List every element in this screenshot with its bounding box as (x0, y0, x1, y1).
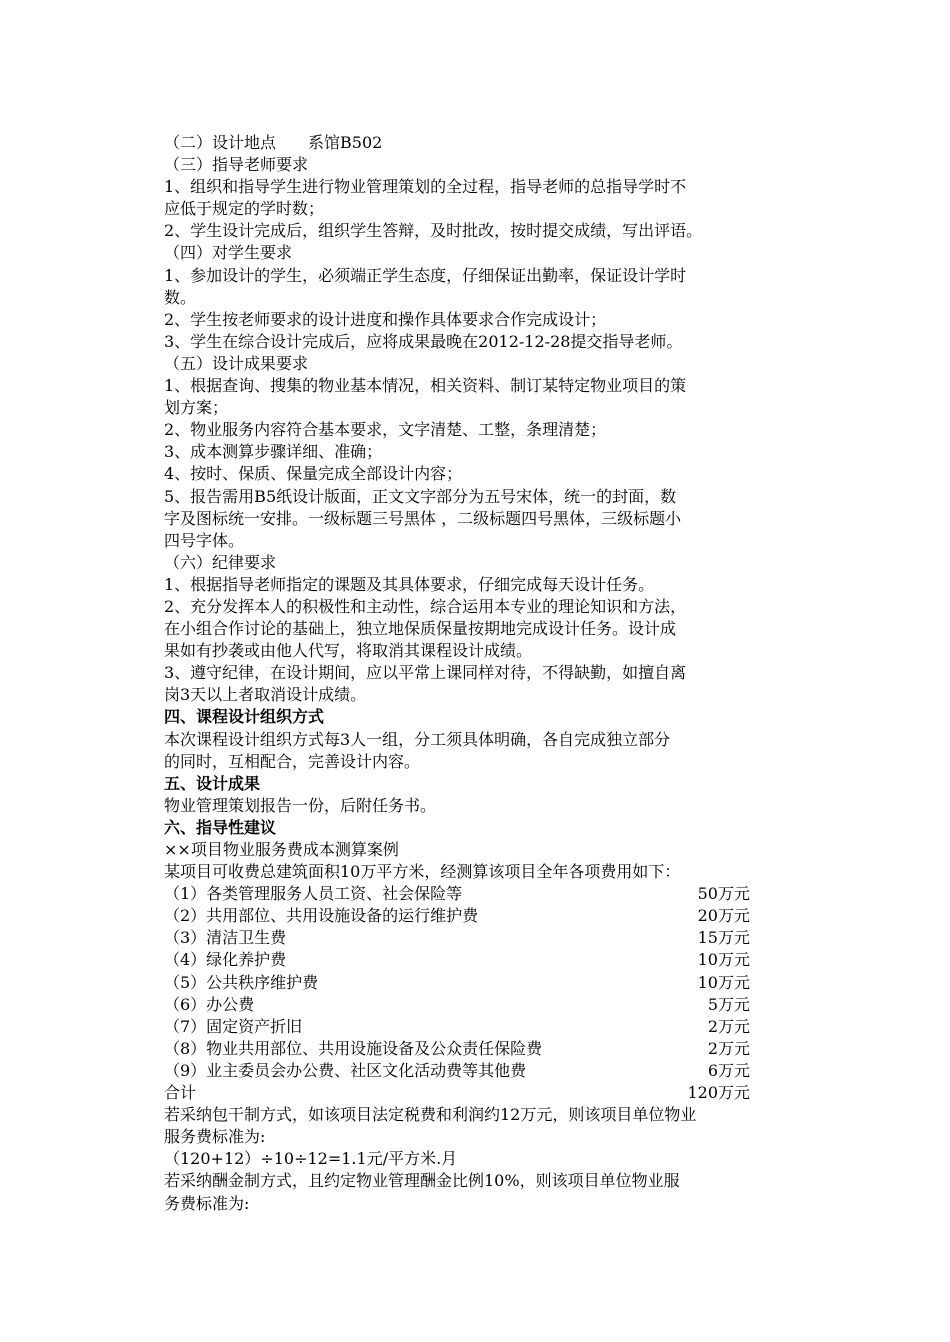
section-heading: 四、课程设计组织方式 (164, 707, 325, 727)
cost-label: （9）业主委员会办公费、社区文化活动费等其他费 (164, 1060, 527, 1080)
cost-value: 50万元 (697, 884, 750, 904)
text-line: 在小组合作讨论的基础上，独立地保质保量按期地完成设计任务。设计成 (164, 619, 677, 639)
cost-total-value: 120万元 (687, 1083, 750, 1103)
text-line: 划方案； (164, 398, 229, 418)
section-heading: 五、设计成果 (164, 773, 261, 793)
text-line: 岗3天以上者取消设计成绩。 (164, 685, 367, 705)
cost-row (164, 1038, 804, 1060)
text-line: （六）纪律要求 (164, 552, 277, 572)
cost-row (164, 883, 804, 905)
case-title: ××项目物业服务费成本测算案例 (164, 840, 399, 859)
cost-row (164, 1060, 804, 1082)
section-results (164, 773, 804, 817)
formula-line: （120+12）÷10÷12=1.1元/平方米.月 (164, 1149, 458, 1169)
cost-total-label: 合计 (164, 1083, 197, 1103)
cost-row (164, 994, 804, 1016)
text-line: 2、学生设计完成后，组织学生答辩，及时批改，按时提交成绩，写出评语。 (164, 221, 703, 241)
cost-label: （5）公共秩序维护费 (164, 972, 319, 992)
text-line: 应低于规定的学时数； (164, 199, 325, 219)
cost-row (164, 927, 804, 949)
text-line: 某项目可收费总建筑面积10万平方米，经测算该项目全年各项费用如下： (164, 862, 681, 882)
text-line: 若采纳包干制方式，如该项目法定税费和利润约12万元，则该项目单位物业 (164, 1105, 697, 1125)
cost-value: 15万元 (697, 928, 750, 948)
text-line: 果如有抄袭或由他人代写，将取消其课程设计成绩。 (164, 641, 533, 661)
cost-value: 10万元 (697, 950, 750, 970)
cost-value: 5万元 (707, 994, 750, 1014)
text-line: 1、根据查询、搜集的物业基本情况，相关资料、制订某特定物业项目的策 (164, 376, 687, 396)
cost-value: 6万元 (707, 1060, 750, 1080)
text-line: （五）设计成果要求 (164, 353, 309, 373)
cost-total-row (164, 1082, 804, 1104)
text-line: 3、学生在综合设计完成后，应将成果最晚在2012-12-28提交指导老师。 (164, 331, 683, 351)
section-organization (164, 706, 804, 772)
cost-label: （6）办公费 (164, 994, 255, 1014)
text-line: 5、报告需用B5纸设计版面，正文文字部分为五号宋体，统一的封面，数 (164, 486, 677, 506)
text-line: 的同时，互相配合，完善设计内容。 (164, 751, 421, 771)
cost-label: （3）清洁卫生费 (164, 928, 287, 948)
cost-value: 20万元 (697, 906, 750, 926)
text-line: 3、成本测算步骤详细、准确； (164, 442, 383, 462)
cost-row (164, 972, 804, 994)
requirements-section (164, 132, 804, 706)
cost-row (164, 1016, 804, 1038)
text-line: 2、物业服务内容符合基本要求，文字清楚、工整，条理清楚； (164, 420, 607, 440)
cost-label: （7）固定资产折旧 (164, 1016, 303, 1036)
cost-list (164, 883, 804, 1104)
text-line: 数。 (164, 287, 197, 307)
text-line: 1、根据指导老师指定的课题及其具体要求，仔细完成每天设计任务。 (164, 574, 655, 594)
document-body (164, 132, 804, 1215)
section-guidance (164, 817, 804, 1215)
cost-value: 10万元 (697, 972, 750, 992)
text-line: 服务费标准为: (164, 1127, 266, 1147)
text-line: 2、充分发挥本人的积极性和主动性，综合运用本专业的理论知识和方法， (164, 596, 687, 616)
text-line: 物业管理策划报告一份，后附任务书。 (164, 795, 437, 815)
text-line: （二）设计地点 系馆B502 (164, 133, 383, 152)
cost-row (164, 905, 804, 927)
cost-label: （8）物业共用部位、共用设施设备及公众责任保险费 (164, 1038, 543, 1058)
cost-label: （2）共用部位、共用设施设备的运行维护费 (164, 906, 479, 926)
cost-value: 2万元 (707, 1016, 750, 1036)
text-line: 四号字体。 (164, 530, 245, 550)
text-line: 3、遵守纪律，在设计期间，应以平常上课同样对待，不得缺勤，如擅自离 (164, 663, 687, 683)
text-line: 本次课程设计组织方式每3人一组，分工须具体明确，各自完成独立部分 (164, 729, 671, 749)
cost-value: 2万元 (707, 1038, 750, 1058)
text-line: （四）对学生要求 (164, 243, 293, 263)
text-line: 1、参加设计的学生，必须端正学生态度，仔细保证出勤率，保证设计学时 (164, 265, 687, 285)
text-line: （三）指导老师要求 (164, 155, 309, 175)
cost-row (164, 949, 804, 971)
text-line: 2、学生按老师要求的设计进度和操作具体要求合作完成设计； (164, 309, 607, 329)
cost-label: （4）绿化养护费 (164, 950, 287, 970)
text-line: 若采纳酬金制方式，且约定物业管理酬金比例10%，则该项目单位物业服 (164, 1171, 680, 1191)
text-line: 字及图标统一安排。一级标题三号黑体 ，二级标题四号黑体，三级标题小 (164, 508, 682, 528)
text-line: 务费标准为: (164, 1193, 250, 1213)
text-line: 1、组织和指导学生进行物业管理策划的全过程，指导老师的总指导学时不 (164, 177, 687, 197)
text-line: 4、按时、保质、保量完成全部设计内容； (164, 464, 463, 484)
cost-label: （1）各类管理服务人员工资、社会保险等 (164, 884, 463, 904)
section-heading: 六、指导性建议 (164, 817, 277, 837)
